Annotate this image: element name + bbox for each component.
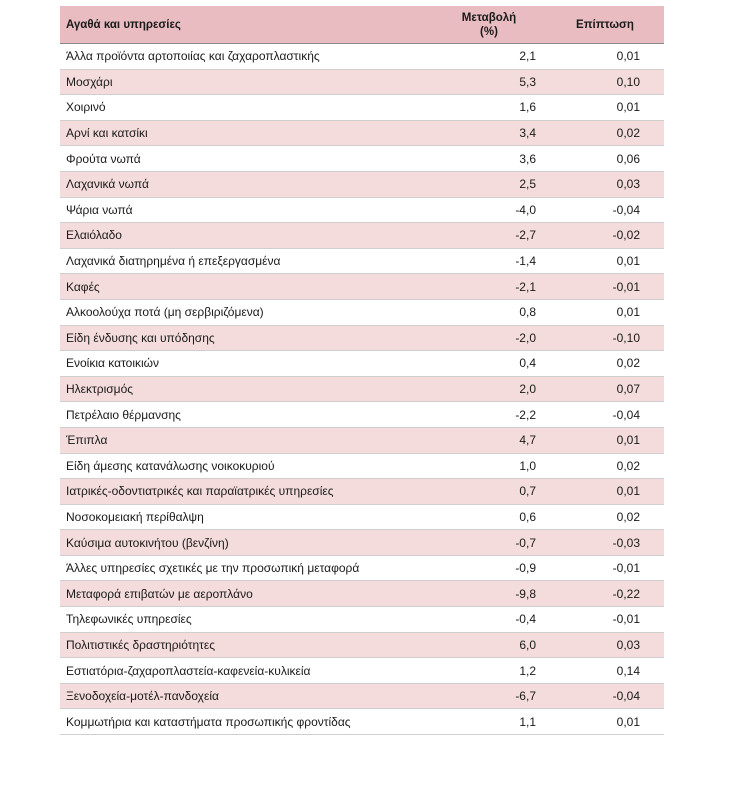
cell-item: Εστιατόρια-ζαχαροπλαστεία-καφενεία-κυλικεία (66, 663, 311, 678)
table-row (60, 44, 664, 70)
cell-impact: 0,03 (616, 637, 640, 652)
cell-change: -0,9 (515, 561, 536, 576)
cell-impact: 0,02 (616, 509, 640, 524)
cell-impact: -0,04 (612, 407, 640, 422)
cell-impact: -0,01 (612, 279, 640, 294)
cell-change: -2,1 (515, 279, 536, 294)
cell-item: Αρνί και κατσίκι (66, 126, 148, 141)
table-row (60, 121, 664, 147)
cell-item: Άλλα προϊόντα αρτοποιίας και ζαχαροπλαστικής (66, 49, 320, 64)
cell-impact: 0,01 (616, 714, 640, 729)
cell-change: -2,7 (515, 228, 536, 243)
table-row (60, 505, 664, 531)
table-row (60, 658, 664, 684)
cell-item: Τηλεφωνικές υπηρεσίες (66, 612, 192, 627)
table-row (60, 70, 664, 96)
cell-change: -2,2 (515, 407, 536, 422)
table-row (60, 223, 664, 249)
cell-impact: 0,02 (616, 126, 640, 141)
header-change-unit: (%) (480, 25, 498, 38)
table-row (60, 607, 664, 633)
cell-change: 2,0 (519, 382, 536, 397)
cell-item: Φρούτα νωπά (66, 151, 141, 166)
cell-item: Ηλεκτρισμός (66, 382, 134, 397)
table-row (60, 95, 664, 121)
table-row (60, 274, 664, 300)
cell-impact: 0,01 (616, 254, 640, 269)
cell-impact: 0,10 (616, 74, 640, 89)
cell-change: 5,3 (519, 74, 536, 89)
cell-change: 0,6 (519, 509, 536, 524)
cell-item: Λαχανικά νωπά (66, 177, 149, 192)
table-row (60, 172, 664, 198)
table-row (60, 146, 664, 172)
cell-impact: 0,01 (616, 484, 640, 499)
cell-item: Έπιπλα (66, 433, 108, 448)
cell-change: 4,7 (519, 433, 536, 448)
cell-item: Είδη ένδυσης και υπόδησης (66, 330, 215, 345)
cell-impact: -0,01 (612, 612, 640, 627)
table-row (60, 402, 664, 428)
cell-impact: -0,03 (612, 535, 640, 550)
cell-change: 2,1 (519, 49, 536, 64)
cell-item: Κομμωτήρια και καταστήματα προσωπικής φροντίδας (66, 714, 351, 729)
cell-item: Νοσοκομειακή περίθαλψη (66, 509, 204, 524)
cell-impact: 0,14 (616, 663, 640, 678)
cell-change: 2,5 (519, 177, 536, 192)
cell-change: -6,7 (515, 689, 536, 704)
cell-impact: 0,02 (616, 458, 640, 473)
cell-item: Άλλες υπηρεσίες σχετικές με την προσωπική μεταφορά (66, 561, 360, 576)
cell-impact: -0,01 (612, 561, 640, 576)
table-row (60, 479, 664, 505)
cell-change: 0,8 (519, 305, 536, 320)
cell-item: Καφές (66, 279, 100, 294)
header-item: Αγαθά και υπηρεσίες (66, 18, 181, 31)
cell-impact: 0,01 (616, 100, 640, 115)
cell-item: Μεταφορά επιβατών με αεροπλάνο (66, 586, 253, 601)
cell-impact: 0,03 (616, 177, 640, 192)
cell-change: 0,4 (519, 356, 536, 371)
cell-change: 1,1 (519, 714, 536, 729)
cell-impact: 0,01 (616, 305, 640, 320)
table-row (60, 249, 664, 275)
table-body (60, 44, 664, 735)
cell-impact: -0,02 (612, 228, 640, 243)
cell-item: Πολιτιστικές δραστηριότητες (66, 637, 216, 652)
cell-impact: 0,07 (616, 382, 640, 397)
cell-impact: -0,04 (612, 202, 640, 217)
cell-change: -4,0 (515, 202, 536, 217)
cell-impact: -0,04 (612, 689, 640, 704)
cell-item: Χοιρινό (66, 100, 106, 115)
table-row (60, 300, 664, 326)
table-row (60, 633, 664, 659)
header-change (432, 11, 546, 39)
cell-impact: 0,01 (616, 433, 640, 448)
cell-change: -9,8 (515, 586, 536, 601)
cell-item: Ιατρικές-οδοντιατρικές και παραϊατρικές υπηρεσίες (66, 484, 334, 499)
cell-change: 3,6 (519, 151, 536, 166)
cell-impact: 0,01 (616, 49, 640, 64)
cell-change: -0,4 (515, 612, 536, 627)
table-row (60, 709, 664, 735)
cell-change: -2,0 (515, 330, 536, 345)
table-row (60, 581, 664, 607)
table-row (60, 684, 664, 710)
price-change-table (60, 5, 664, 735)
header-change-label: Μεταβολή (461, 11, 517, 24)
table-header-row (60, 6, 664, 44)
cell-item: Μοσχάρι (66, 74, 113, 89)
cell-impact: -0,10 (612, 330, 640, 345)
cell-item: Είδη άμεσης κατανάλωσης νοικοκυριού (66, 458, 275, 473)
table-row (60, 556, 664, 582)
cell-impact: -0,22 (612, 586, 640, 601)
table-row (60, 530, 664, 556)
cell-change: 1,0 (519, 458, 536, 473)
header-impact: Επίπτωση (576, 18, 634, 31)
cell-item: Καύσιμα αυτοκινήτου (βενζίνη) (66, 535, 229, 550)
cell-change: -0,7 (515, 535, 536, 550)
cell-item: Ενοίκια κατοικιών (66, 356, 160, 371)
cell-change: 1,6 (519, 100, 536, 115)
cell-change: 0,7 (519, 484, 536, 499)
cell-item: Πετρέλαιο θέρμανσης (66, 407, 181, 422)
cell-item: Λαχανικά διατηρημένα ή επεξεργασμένα (66, 254, 281, 269)
table-row (60, 377, 664, 403)
cell-impact: 0,06 (616, 151, 640, 166)
table-row (60, 198, 664, 224)
cell-change: 6,0 (519, 637, 536, 652)
cell-change: 3,4 (519, 126, 536, 141)
cell-change: 1,2 (519, 663, 536, 678)
cell-item: Ψάρια νωπά (66, 202, 133, 217)
cell-item: Ξενοδοχεία-μοτέλ-πανδοχεία (66, 689, 219, 704)
table-row (60, 351, 664, 377)
cell-item: Ελαιόλαδο (66, 228, 122, 243)
table-row (60, 454, 664, 480)
cell-item: Αλκοολούχα ποτά (μη σερβιριζόμενα) (66, 305, 264, 320)
cell-change: -1,4 (515, 254, 536, 269)
table-row (60, 428, 664, 454)
cell-impact: 0,02 (616, 356, 640, 371)
table-row (60, 326, 664, 352)
